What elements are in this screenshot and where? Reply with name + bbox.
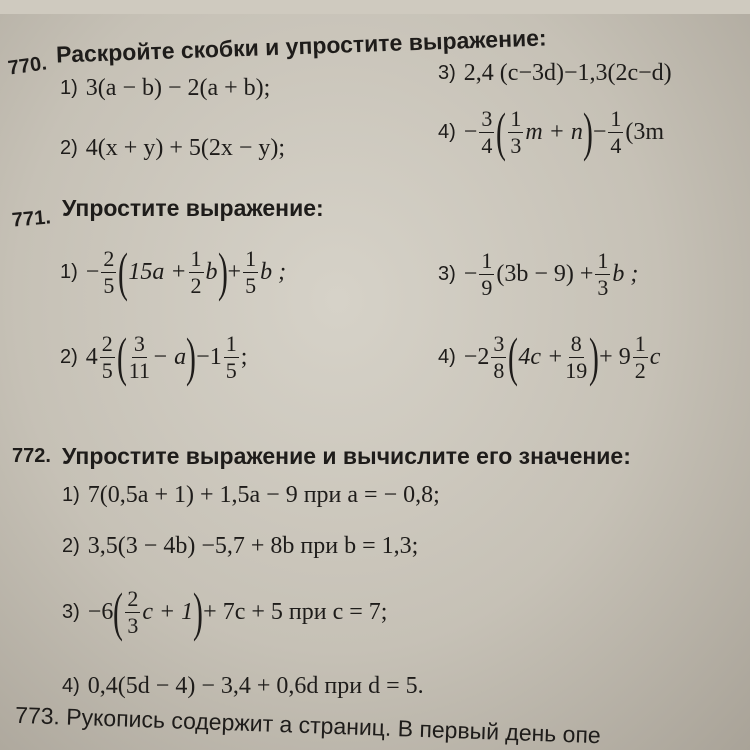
- exercise-772-number: 772.: [12, 445, 51, 467]
- exercise-770-item-1: 1) 3(a − b) − 2(a + b);: [60, 75, 271, 101]
- fraction: $\frac{1}{4}$: [610, 105, 622, 158]
- exercise-771-item-3: 3) − $\frac{1}{9}$ (3b − 9) + $\frac{1}{3}$ b ;: [438, 248, 639, 300]
- exercise-772-item-1: 1) 7(0,5a + 1) + 1,5a − 9 при a = − 0,8;: [62, 482, 440, 508]
- exercise-771-item-2: 2) 4 $\frac{2}{5}$ ( $\frac{3}{11}$ − a ) −1 $\frac{1}{5}$ ;: [60, 327, 248, 387]
- exercise-771-item-1: 1) − $\frac{2}{5}$ ( 15a + $\frac{1}{2}$ b ) + $\frac{1}{5}$ b ;: [60, 242, 287, 302]
- exercise-773-text: 773. Рукопись содержит а страниц. В первый день опе: [14, 701, 602, 749]
- exercise-771-item-4: 4) −2 $\frac{3}{8}$ ( 4c + $\frac{8}{19}$ ) + 9 $\frac{1}{2}$ c: [438, 327, 661, 387]
- exercise-770-item-3: 3) 2,4 (c−3d)−1,3(2c−d): [438, 60, 672, 86]
- fraction: $\frac{1}{3}$: [510, 105, 522, 158]
- fraction: $\frac{3}{4}$: [481, 105, 493, 158]
- exercise-771-number: 771.: [11, 206, 52, 232]
- exercise-772-item-3: 3) −6 ( $\frac{2}{3}$ c + 1 ) + 7c + 5 при c = 7;: [62, 582, 388, 642]
- exercise-770-item-4: 4) − $\frac{3}{4}$ ( $\frac{1}{3}$ m + n ) − $\frac{1}{4}$ (3m: [438, 102, 665, 162]
- exercise-770-number: 770.: [6, 52, 49, 80]
- exercise-770-item-2: 2) 4(x + y) + 5(2x − y);: [60, 135, 286, 161]
- exercise-772-title: Упростите выражение и вычислите его значение:: [62, 443, 631, 469]
- top-edge: [0, 0, 750, 14]
- exercise-772-item-2: 2) 3,5(3 − 4b) −5,7 + 8b при b = 1,3;: [62, 533, 419, 559]
- exercise-771-title: Упростите выражение:: [62, 195, 324, 221]
- exercise-772-item-4: 4) 0,4(5d − 4) − 3,4 + 0,6d при d = 5.: [62, 673, 424, 699]
- exercise-770-title: Раскройте скобки и упростите выражение:: [55, 24, 547, 68]
